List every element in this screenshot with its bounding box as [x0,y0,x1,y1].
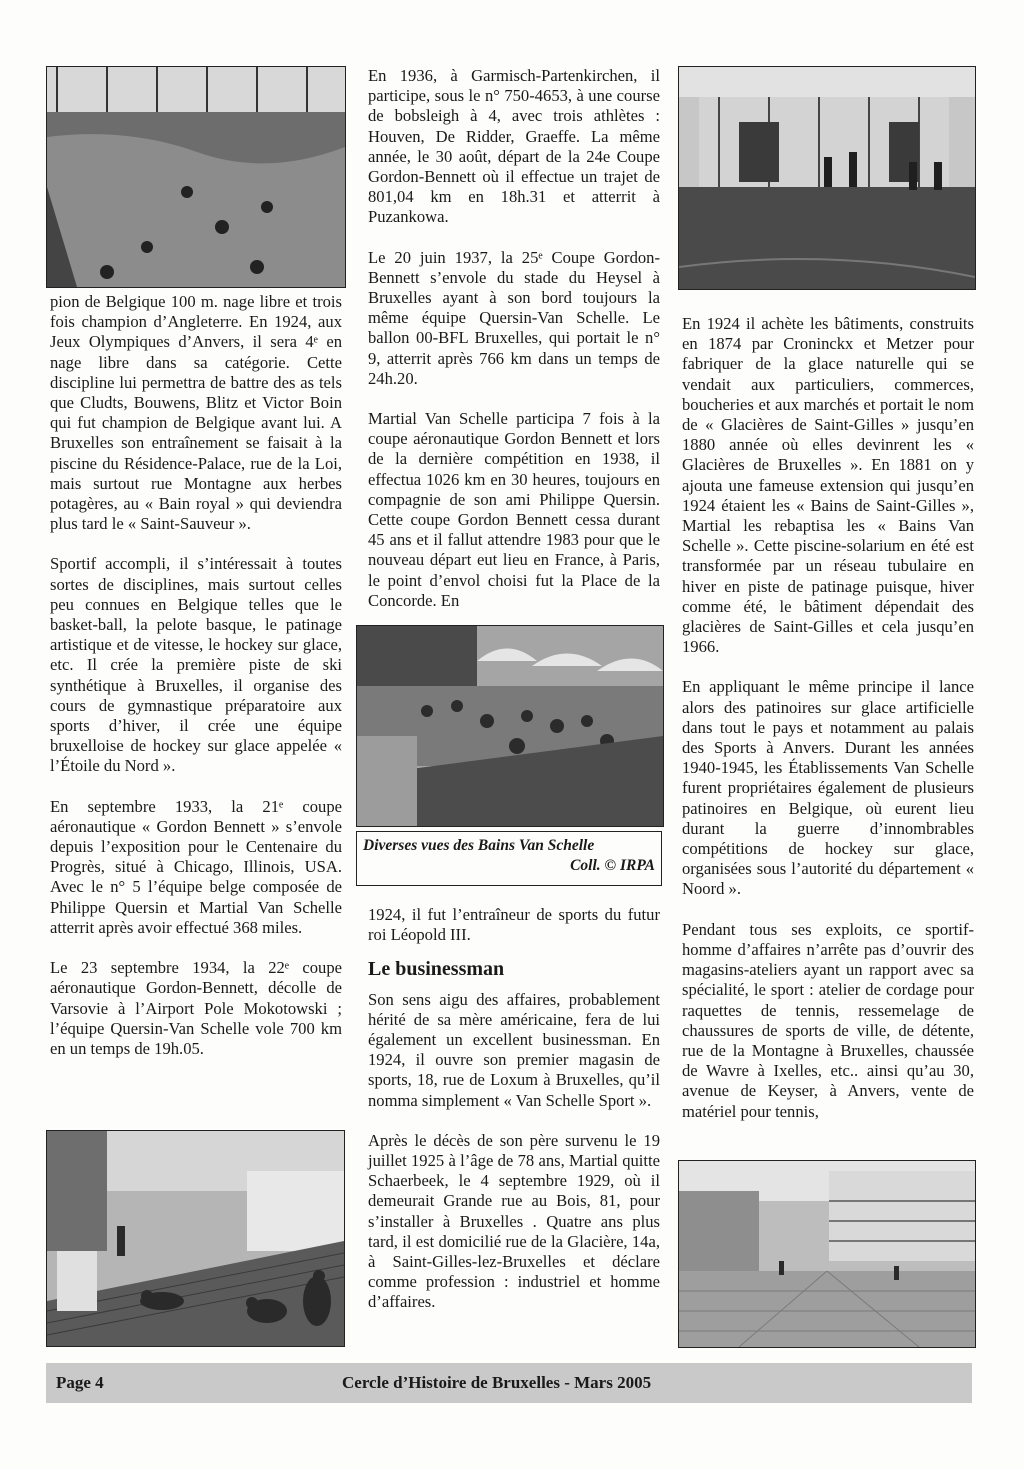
page-number: Page 4 [56,1373,104,1392]
col3-paragraph-3: Pendant tous ses exploits, ce sportif-homme d’affaires n’arrête pas d’ouvrir des magasins-ateliers ayant un rapport avec sa spécialité, le sport : atelier de cordage pour raquettes de tennis, ressemelage de chaussures de sports de ville, de détente, rue de la Montagne à Bruxelles, chaussée de Wavre à Ixelles, etc.. ainsi qu’au 30, avenue de Keyser, à Anvers, vente de matériel pour tennis, [682,919,974,1121]
caption-credit: Coll. © IRPA [570,857,655,874]
col2-paragraph-5: Son sens aigu des affaires, probablement hérité de sa mère américaine, fera de lui également un excellent businessman. En 1924, il ouvre son premier magasin de sports, 18, rue de Loxum à Bruxelles, qu’il nomma simplement « Van Schelle Sport ». [368,989,660,1110]
col1-paragraph-1: pion de Belgique 100 m. nage libre et trois fois champion d’Angleterre. En 1924, aux Jeux Olympiques d’Anvers, il sera 4ᵉ en nage libre dans sa catégorie. Cette discipline lui permettra de battre des as tels que Cludts, Bouwens, Blitz et Victor Boin qui fut champion de Belgique avant lui. A Bruxelles son entraînement se faisait à la piscine du Résidence-Palace, rue de la Loi, mais surtout rue Montagne aux herbes potagères, au « Bain royal » qui deviendra plus tard le « Saint-Sauveur ». [50,292,342,534]
column-2-continued [368,905,660,1313]
column-1 [50,292,342,1059]
col2-paragraph-3: Martial Van Schelle participa 7 fois à la coupe aéronautique Gordon Bennett et lors de la dernière compétition en 1938, il effectua 1026 km en 30 heures, toujours en compagnie de son ami Philippe Quersin. Cette coupe Gordon Bennett cessa durant 45 ans et il fallut attendre 1983 pour que le nouveau départ eut lieu en France, à Paris, le point d’envol choisi fut la Place de la Concorde. En [368,409,660,610]
col2-paragraph-4: 1924, il fut l’entraîneur de sports du futur roi Léopold III. [368,905,660,945]
caption-title: Diverses vues des Bains Van Schelle [363,837,595,854]
publication-title: Cercle d’Histoire de Bruxelles - Mars 2005 [342,1373,652,1392]
col2-paragraph-6: Après le décès de son père survenu le 19 juillet 1925 à l’âge de 78 ans, Martial quitte Schaerbeek, le 4 septembre 1929, où il demeurait Grande rue au Bois, 81, pour s’installer à Bruxelles . Quatre ans plus tard, il est domicilié rue de la Glacière, 14a, à Saint-Gilles-lez-Bruxelles et déclare comme profession : industriel et homme d’affaires. [368,1130,660,1312]
pool-building-photo [678,66,976,290]
page-footer [46,1363,972,1403]
col2-paragraph-2: Le 20 juin 1937, la 25ᵉ Coupe Gordon-Bennett s’envole du stade du Heysel à Bruxelles ayant à son bord toujours la même équipe Quersin-Van Schelle. Le ballon 00-BFL Bruxelles, qui portait le n° 9, atterrit après 766 km dans un temps de 24h.20. [368,247,660,388]
empty-pool-photo [678,1160,976,1348]
col1-paragraph-3: En septembre 1933, la 21ᵉ coupe aéronautique « Gordon Bennett » s’envole depuis l’exposition pour le Centenaire du Progrès, situé à Chicago, Illinois, USA. Avec le n° 5 l’équipe belge composée de Philippe Quersin et Martial Van Schelle atterrit après avoir effectué 368 miles. [50,796,342,937]
col3-paragraph-1: En 1924 il achète les bâtiments, construits en 1874 par Croninckx et Metzer pour fabriquer de la glace naturelle qui se vendait aux particuliers, commerces, boucheries et aux marchés et portait le nom de « Glacières de Saint-Gilles » jusqu’en 1880 année où elles devinrent les « Glacières de Bruxelles ». En 1881 on y ajouta une fameuse extension qui jusqu’en 1924 étaient les « Bains de Saint-Gilles », Martial les rebaptisa les « Bains Van Schelle ». Cette piscine-solarium en été est transformée par un réseau tubulaire en hiver en piste de patinage puisque, hiver comme été, le bâtiment dépendait des glacières de Saint-Gilles et cela jusqu’en 1966. [682,314,974,657]
column-2 [368,66,660,611]
section-heading-businessman: Le businessman [368,958,505,981]
col1-paragraph-4: Le 23 septembre 1934, la 22ᵉ coupe aéronautique Gordon-Bennett, décolle de Varsovie à l’Airport Pole Mokotowski ; l’équipe Quersin-Van Schelle vole 700 km en un temps de 19h.05. [50,958,342,1058]
col2-paragraph-1: En 1936, à Garmisch-Partenkirchen, il participe, sous le n° 750-4653, à une course de bobsleigh à 4, avec trois athlètes : Houven, De Ridder, Graeffe. La même année, le 30 août, départ de la 24e Coupe Gordon-Bennett où il effectue un trajet de 801,04 km en 18h.31 et atterrit à Puzankowa. [368,66,660,227]
photo-caption [356,831,662,886]
col3-paragraph-2: En appliquant le même principe il lance alors des patinoires sur glace artificielle dans tout le pays et notamment au palais des Sports à Anvers. Durant les années 1940-1945, les Établissements Van Schelle furent propriétaires également de plusieurs patinoires en Belgique, où eurent lieu durant la guerre d’innombrables compétitions de hockey sur glace, organisées sous l’autorité du département « Noord ». [682,677,974,899]
swimmers-pool-photo [46,66,346,288]
cafe-terrace-photo [356,625,664,827]
column-3 [682,314,974,1122]
sunbathing-terrace-photo [46,1130,345,1347]
col1-paragraph-2: Sportif accompli, il s’intéressait à toutes sortes de disciplines, mais surtout celles peu connues en Belgique telles que le basket-ball, la pelote basque, le patinage artistique et de vitesse, le hockey sur glace, etc. Il crée la première piste de ski synthétique à Bruxelles, il organise des cours de gymnastique préparatoire aux sports d’hiver, il crée une équipe bruxelloise de hockey sur glace appelée « l’Étoile du Nord ». [50,554,342,776]
